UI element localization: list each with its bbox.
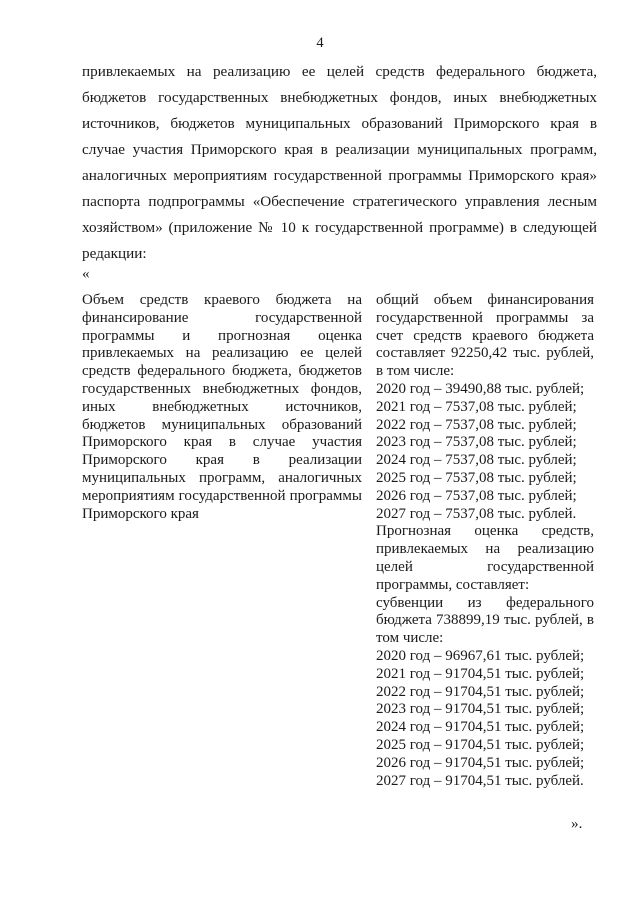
federal-year-line: 2025 год – 91704,51 тыс. рублей; [376, 736, 585, 753]
regional-year-line: 2022 год – 7537,08 тыс. рублей; [376, 416, 577, 433]
table-right-cell [376, 292, 594, 790]
closing-quote: ». [571, 815, 583, 832]
regional-years-list [376, 381, 594, 523]
opening-quote: « [82, 265, 90, 282]
regional-year-line: 2026 год – 7537,08 тыс. рублей; [376, 487, 577, 504]
federal-year-line: 2027 год – 91704,51 тыс. рублей. [376, 772, 584, 789]
regional-year-line: 2021 год – 7537,08 тыс. рублей; [376, 398, 577, 415]
regional-year-line: 2027 год – 7537,08 тыс. рублей. [376, 505, 577, 522]
page-number: 4 [316, 35, 324, 51]
federal-years-list [376, 648, 594, 790]
forecast-intro: Прогнозная оценка средств, привлекаемых на реализацию целей государственной программы, составляет: [376, 523, 594, 593]
regional-budget-total: общий объем финансирования государственной программы за счет средств краевого бюджета составляет 92250,42 тыс. рублей, в том числе: [376, 292, 594, 380]
regional-year-line: 2023 год – 7537,08 тыс. рублей; [376, 434, 577, 451]
table-left-cell: Объем средств краевого бюджета на финансирование государственной программы и прогнозная оценка привлекаемых на реализацию ее целей средств федерального бюджета, бюджетов государственных внебюджетных фондов, иных внебюджетных источников, бюджетов муниципальных образований Приморского края в случае участия Приморского края в реализации муниципальных программ, аналогичных мероприятиям государственной программы Приморского края [82, 292, 362, 522]
intro-paragraph: привлекаемых на реализацию ее целей средств федерального бюджета, бюджетов государственных внебюджетных фондов, иных внебюджетных источников, бюджетов муниципальных образований Приморского края в случае участия Приморского края в реализации муниципальных программ, аналогичных мероприятиям государственной программы Приморского края» паспорта подпрограммы «Обеспечение стратегического управления лесным хозяйством» (приложение № 10 к государственной программе) в следующей редакции: [82, 63, 597, 262]
federal-year-line: 2022 год – 91704,51 тыс. рублей; [376, 683, 585, 700]
federal-subsidy-total: субвенции из федерального бюджета 738899,19 тыс. рублей, в том числе: [376, 594, 594, 647]
regional-year-line: 2025 год – 7537,08 тыс. рублей; [376, 469, 577, 486]
federal-year-line: 2020 год – 96967,61 тыс. рублей; [376, 647, 585, 664]
federal-year-line: 2024 год – 91704,51 тыс. рублей; [376, 719, 585, 736]
regional-year-line: 2020 год – 39490,88 тыс. рублей; [376, 380, 585, 397]
regional-year-line: 2024 год – 7537,08 тыс. рублей; [376, 452, 577, 469]
federal-year-line: 2026 год – 91704,51 тыс. рублей; [376, 754, 585, 771]
federal-year-line: 2023 год – 91704,51 тыс. рублей; [376, 701, 585, 718]
federal-year-line: 2021 год – 91704,51 тыс. рублей; [376, 665, 585, 682]
